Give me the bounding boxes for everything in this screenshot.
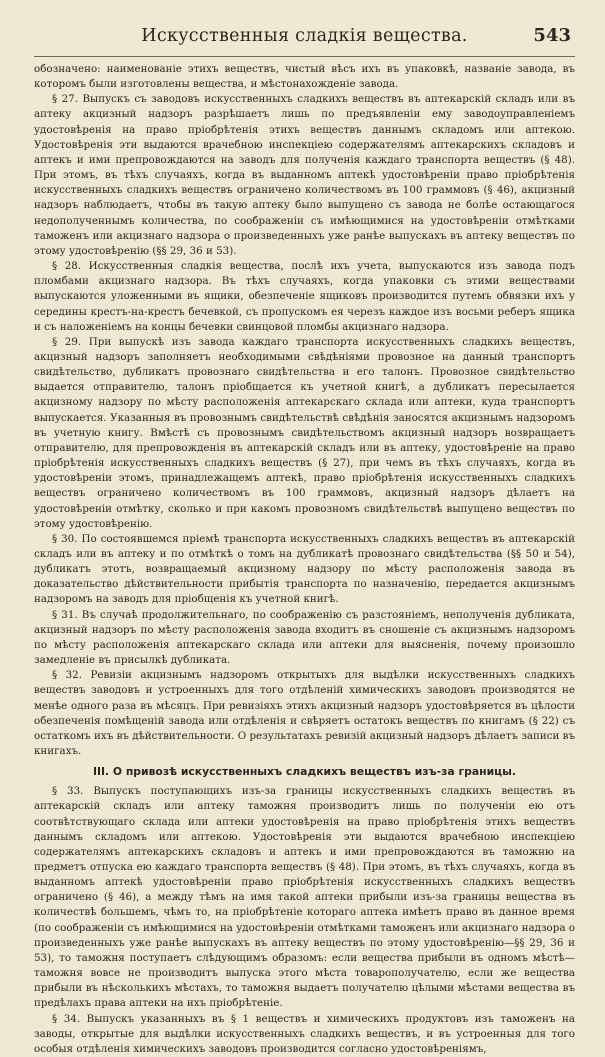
paragraph-section-30: § 30. По состоявшемся пріемѣ транспорта искусственныхъ сладкихъ веществъ въ аптекарскій складъ или въ аптеку и по отмѣткѣ о томъ на дубликатѣ провознаго свидѣтельства (§§ 50 и 54), дубликатъ этотъ, возвращаемый акцизному надзору по мѣсту расположенія завода въ доказательство дѣйствительности прибытія транспорта по назначенію, передается акцизнымъ надзоромъ на заводъ для пріобщенія къ учетной книгѣ. <box>34 532 575 606</box>
paragraph-continuation: обозначено: наименованіе этихъ веществъ, чистый вѣсъ ихъ въ упаковкѣ, названіе завода, въ которомъ были изготовлены вещества, и мѣстонахожденіе завода. <box>34 63 575 91</box>
page-header <box>34 22 575 57</box>
paragraph-section-31: § 31. Въ случаѣ продолжительнаго, по соображенію съ разстояніемъ, неполученія дубликата, акцизный надзоръ по мѣсту расположенія завода входитъ въ сношеніе съ акцизнымъ надзоромъ по мѣсту расположенія аптекарскаго склада или аптеки для выясненія, почему произошло замедленіе въ присылкѣ дубликата. <box>34 608 575 667</box>
paragraph-section-33: § 33. Выпускъ поступающихъ изъ-за границы искусственныхъ сладкихъ веществъ въ аптекарскій складъ или аптеку таможня производитъ лишь по полученіи ею отъ соотвѣтствующаго склада или аптеки удостовѣренія на право пріобрѣтенія этихъ веществъ даннымъ складомъ или аптекою. Удостовѣренія эти выдаются врачебною инспекціею содержателямъ аптекарскихъ складовъ и аптекъ и ими препровождаются въ таможню на предметъ отпуска ею каждаго транспорта веществъ (§ 48). При этомъ, въ тѣхъ случаяхъ, когда въ выданномъ аптекѣ удостовѣреніи право пріобрѣтенія искусственныхъ сладкихъ веществъ ограничено (§ 46), а между тѣмъ на имя такой аптеки прибыли изъ-за границы вещества въ количествѣ большемъ, чѣмъ то, на пріобрѣтеніе котораго аптека имѣетъ право въ данное время (по соображеніи съ имѣющимися на удостовѣреніи отмѣтками таможенъ или акцизнаго надзора о произведенныхъ уже ранѣе выпускахъ въ аптеку веществъ по этому удостовѣренію—§§ 29, 36 и 53), то таможня поступаетъ слѣдующимъ образомъ: если вещества прибыли въ одномъ мѣстѣ—таможня вовсе не производитъ выпуска этого мѣста товарополучателю, если же вещества прибыли въ нѣсколькихъ мѣстахъ, то таможня выдаетъ получателю цѣлыми мѣстами вещества въ предѣлахъ права аптеки на ихъ пріобрѣтеніе. <box>34 785 575 1010</box>
paragraph-section-32: § 32. Ревизіи акцизнымъ надзоромъ открытыхъ для выдѣлки искусственныхъ сладкихъ веществъ заводовъ и устроенныхъ для того отдѣленій химическихъ заводовъ производятся не менѣе одного раза въ мѣсяцъ. При ревизіяхъ этихъ акцизный надзоръ удостовѣряется въ цѣлости обезпеченія помѣщеній завода или отдѣленія и свѣряетъ остатокъ веществъ по книгамъ (§ 22) съ остаткомъ ихъ въ дѣйствительности. О результатахъ ревизій акцизный надзоръ дѣлаетъ записи въ книгахъ. <box>34 669 575 758</box>
page-number: 543 <box>533 25 571 46</box>
paragraph-section-34: § 34. Выпускъ указанныхъ въ § 1 веществъ и химическихъ продуктовъ изъ таможенъ на заводы, открытые для выдѣлки искусственныхъ сладкихъ веществъ, и въ устроенныя для того особыя отдѣленія химическихъ заводовъ производится согласно удостовѣреніямъ, <box>34 1012 575 1055</box>
running-title: Искусственныя сладкія вещества. <box>141 26 468 46</box>
paragraph-section-28: § 28. Искусственныя сладкія вещества, послѣ ихъ учета, выпускаются изъ завода подъ пломбами акцизнаго надзора. Въ тѣхъ случаяхъ, когда упаковки съ этими веществами выпускаются уложенными въ ящики, обезпеченіе ящиковъ производится путемъ обвязки ихъ у середины крестъ-на-крестъ бечевкой, съ пропускомъ ея черезъ каждое изъ восьми реберъ ящика и съ наложеніемъ на концы бечевки свинцовой пломбы акцизнаго надзора. <box>34 260 575 333</box>
chapter-heading: III. О привозѣ искусственныхъ сладкихъ веществъ изъ-за границы. <box>92 765 516 779</box>
document-body <box>34 62 575 1057</box>
paragraph-section-29: § 29. При выпускѣ изъ завода каждаго транспорта искусственныхъ сладкихъ веществъ, акцизный надзоръ заполняетъ необходимыми свѣдѣніями провозное на данный транспортъ свидѣтельство, дубликатъ провознаго свидѣтельства и его талонъ. Провозное свидѣтельство выдается отправителю, талонъ пріобщается къ учетной книгѣ, а дубликатъ пересылается акцизному надзору по мѣсту расположенія аптекарскаго склада или аптеки, куда транспортъ выпускается. Указанныя въ провознымъ свидѣтельствѣ свѣдѣнія заносятся акцизнымъ надзоромъ въ учетную книгу. Вмѣстѣ съ провознымъ свидѣтельствомъ акцизный надзоръ возвращаетъ отправителю, для препровожденія въ аптекарскій складъ или въ аптеку, удостовѣреніе на право пріобрѣтенія искусственныхъ сладкихъ веществъ (§ 27), при чемъ въ тѣхъ случаяхъ, когда въ удостовѣреніи этомъ, принадлежащемъ аптекѣ, право пріобрѣтенія искусственныхъ сладкихъ веществъ ограничено количествомъ въ 100 граммовъ, акцизный надзоръ дѣлаетъ на удостовѣреніи отмѣтку, сколько и при какомъ провозномъ свидѣтельствѣ выпущено веществъ по этому удостовѣренію. <box>34 335 575 530</box>
paragraph-section-27: § 27. Выпускъ съ заводовъ искусственныхъ сладкихъ веществъ въ аптекарскій складъ или въ аптеку акцизный надзоръ разрѣшаетъ лишь по предъявленіи ему заводоуправленіемъ удостовѣренія на право пріобрѣтенія этихъ веществъ даннымъ складомъ или аптекою. Удостовѣренія эти выдаются врачебною инспекціею содержателямъ аптекарскихъ складовъ и аптекъ и ими препровождаются на заводъ для полученія каждаго транспорта веществъ (§ 48). При этомъ, въ тѣхъ случаяхъ, когда въ выданномъ аптекѣ удостовѣреніи право пріобрѣтенія искусственныхъ сладкихъ веществъ ограничено количествомъ въ 100 граммовъ (§ 46), акцизный надзоръ наблюдаетъ, чтобы въ такую аптеку было выпущено съ завода не болѣе остающагося недополученнымъ количества, по соображеніи съ имѣющимися на удостовѣреніи отмѣтками таможенъ или акцизнаго надзора о произведенныхъ уже ранѣе выпускахъ въ аптеку веществъ по этому удостовѣренію (§§ 29, 36 и 53). <box>34 93 575 257</box>
